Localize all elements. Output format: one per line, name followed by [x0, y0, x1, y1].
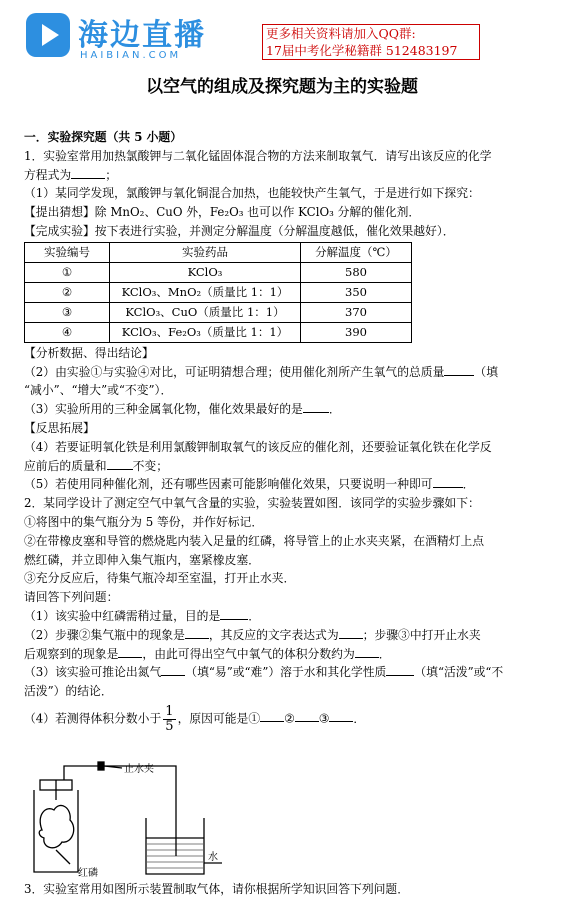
promo-line-2: 17届中考化学秘籍群 512483197: [266, 43, 458, 58]
clamp-icon: [98, 762, 104, 770]
table-cell: KClO₃、Fe₂O₃（质量比 1：1）: [110, 322, 301, 342]
oxygen-apparatus-diagram: [26, 760, 226, 880]
table-cell: 350: [301, 282, 412, 302]
logo-subtitle: HAIBIAN.COM: [80, 50, 182, 61]
haibian-logo: [14, 10, 264, 70]
answer-blank: [386, 663, 414, 676]
q1-line: 方程式为 ；: [24, 167, 118, 182]
table-row: [25, 322, 412, 342]
answer-blank: [118, 645, 142, 658]
q1-line: 【提出猜想】除 MnO₂、CuO 外，Fe₂O₃ 也可以作 KClO₃ 分解的催化剂．: [24, 205, 421, 220]
phosphorus-label: 红磷: [78, 868, 98, 879]
table-cell: KClO₃、CuO（质量比 1：1）: [110, 302, 301, 322]
q2-line: 2．某同学设计了测定空气中氧气含量的实验，实验装置如图．该同学的实验步骤如下：: [24, 496, 480, 511]
promo-line-1: 更多相关资料请加入QQ群:: [266, 26, 416, 41]
q1-line: （4）若要证明氧化铁是利用氯酸钾制取氧气的该反应的催化剂，还要验证氧化铁在化学反: [24, 439, 492, 454]
table-cell: KClO₃: [110, 262, 301, 282]
answer-blank: [339, 626, 363, 639]
smoke-cloud: [39, 805, 73, 847]
q2-line: 后观察到的现象是 ，由此可得出空气中氧气的体积分数约为 ．: [24, 646, 391, 661]
q1-line: 1．实验室常用加热氯酸钾与二氧化锰固体混合物的方法来制取氧气．请写出该反应的化学: [24, 148, 492, 163]
phosphorus-pointer: [56, 850, 70, 864]
water-label: 水: [208, 852, 218, 863]
clamp-label: 止水夹: [124, 764, 154, 775]
q1-line: 【完成实验】按下表进行实验，并测定分解温度（分解温度越低，催化效果越好）．: [24, 223, 455, 238]
answer-blank: [107, 457, 133, 470]
q2-line: （1）该实验中红磷需稍过量，目的是 ．: [24, 608, 261, 623]
beaker: [146, 818, 204, 874]
answer-blank: [444, 363, 474, 376]
table-header: 分解温度（℃）: [301, 242, 412, 262]
q1-line: 应前后的质量和 不变；: [24, 458, 168, 473]
table-cell: ②: [25, 282, 110, 302]
section-heading: 一．实验探究题（共 5 小题）: [24, 130, 182, 144]
q1-line: 【反思拓展】: [24, 420, 95, 435]
page-title: 以空气的组成及探究题为主的实验题: [146, 77, 418, 97]
table-cell: 370: [301, 302, 412, 322]
q2-line: 活泼”）的结论．: [24, 684, 113, 699]
answer-blank: [71, 166, 105, 179]
table-cell: ③: [25, 302, 110, 322]
q2-line: （3）该实验可推论出氮气 （填“易”或“难”）溶于水和其化学性质 （填“活泼”或“不: [24, 665, 504, 680]
q1-line: 【分析数据、得出结论】: [24, 345, 154, 360]
fraction-one-fifth: $\frac{1}{5}$: [165, 703, 174, 734]
table-header-row: [25, 242, 412, 262]
q2-line: 燃红磷，并立即伸入集气瓶内，塞紧橡皮塞．: [24, 552, 260, 567]
table-cell: ①: [25, 262, 110, 282]
table-cell: 580: [301, 262, 412, 282]
table-header: 实验药品: [110, 242, 301, 262]
q1-line: “减小”、“增大”或“不变”）．: [24, 383, 173, 398]
answer-blank: [295, 709, 319, 722]
answer-blank: [260, 709, 284, 722]
table-header: 实验编号: [25, 242, 110, 262]
answer-blank: [433, 475, 463, 488]
table-cell: KClO₃、MnO₂（质量比 1：1）: [110, 282, 301, 302]
answer-blank: [303, 400, 329, 413]
q2-line: （4）若测得体积分数小于 $\frac{1}{5}$ ，原因可能是① ② ③ ．: [24, 703, 366, 734]
document-body: [24, 128, 556, 734]
answer-blank: [220, 607, 248, 620]
play-icon: [26, 13, 70, 57]
answer-blank: [355, 645, 379, 658]
table-cell: ④: [25, 322, 110, 342]
q1-line: （2）由实验①与实验④对比，可证明猜想合理；使用催化剂所产生氧气的总质量 （填: [24, 364, 499, 379]
q2-line: ②在带橡皮塞和导管的燃烧匙内装入足量的红磷，将导管上的止水夹夹紧，在酒精灯上点: [24, 533, 485, 548]
experiment-table: [24, 242, 412, 343]
q1-line: （1）某同学发现，氯酸钾与氧化铜混合加热，也能较快产生氧气，于是进行如下探究：: [24, 186, 480, 201]
glass-tube: [64, 766, 176, 856]
table-row: [25, 282, 412, 302]
answer-blank: [329, 709, 353, 722]
answer-blank: [185, 626, 209, 639]
q2-line: ③充分反应后，待集气瓶冷却至室温，打开止水夹．: [24, 571, 296, 586]
q2-line: ①将图中的集气瓶分为 5 等份，并作好标记．: [24, 514, 264, 529]
table-row: [25, 302, 412, 322]
answer-blank: [161, 663, 185, 676]
logo-name: 海边直播: [78, 18, 206, 53]
q2-line: 请回答下列问题：: [24, 590, 119, 605]
q1-line: （3）实验所用的三种金属氧化物，催化效果最好的是 ．: [24, 402, 341, 417]
q1-line: （5）若使用同种催化剂，还有哪些因素可能影响催化效果，只要说明一种即可 ．: [24, 477, 475, 492]
promo-box: [262, 24, 480, 60]
table-row: [25, 262, 412, 282]
table-cell: 390: [301, 322, 412, 342]
q3-line: 3．实验室常用如图所示装置制取气体，请你根据所学知识回答下列问题．: [24, 882, 410, 896]
q2-line: （2）步骤②集气瓶中的现象是 ，其反应的文字表达式为 ；步骤③中打开止水夹: [24, 627, 481, 642]
